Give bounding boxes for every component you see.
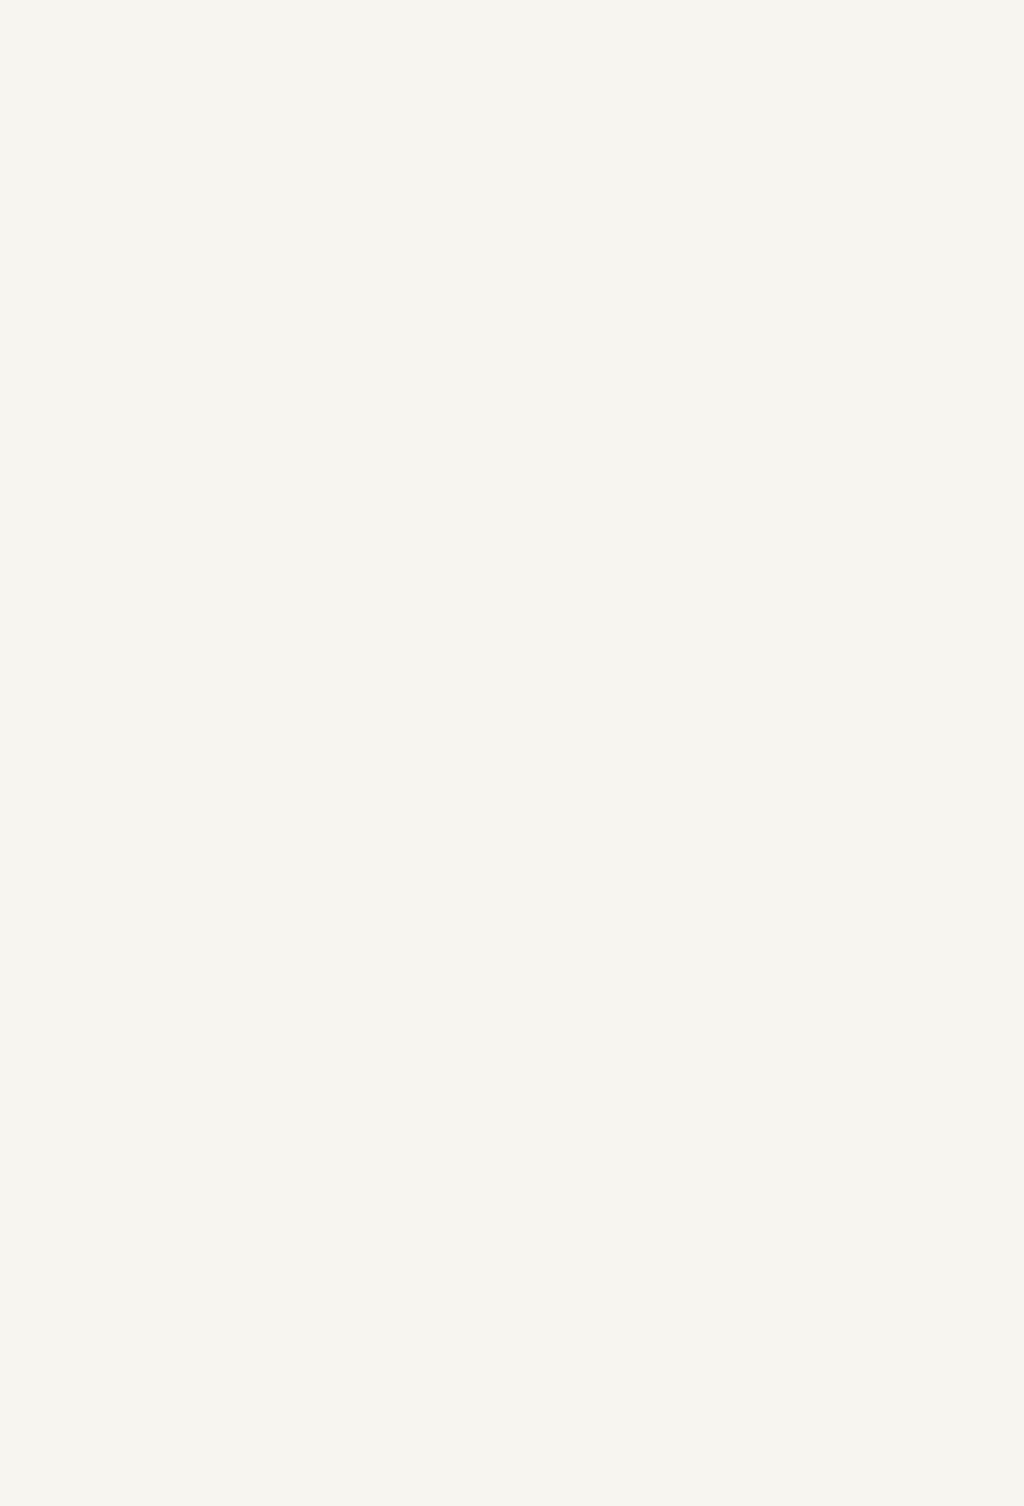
body-text xyxy=(62,92,874,94)
